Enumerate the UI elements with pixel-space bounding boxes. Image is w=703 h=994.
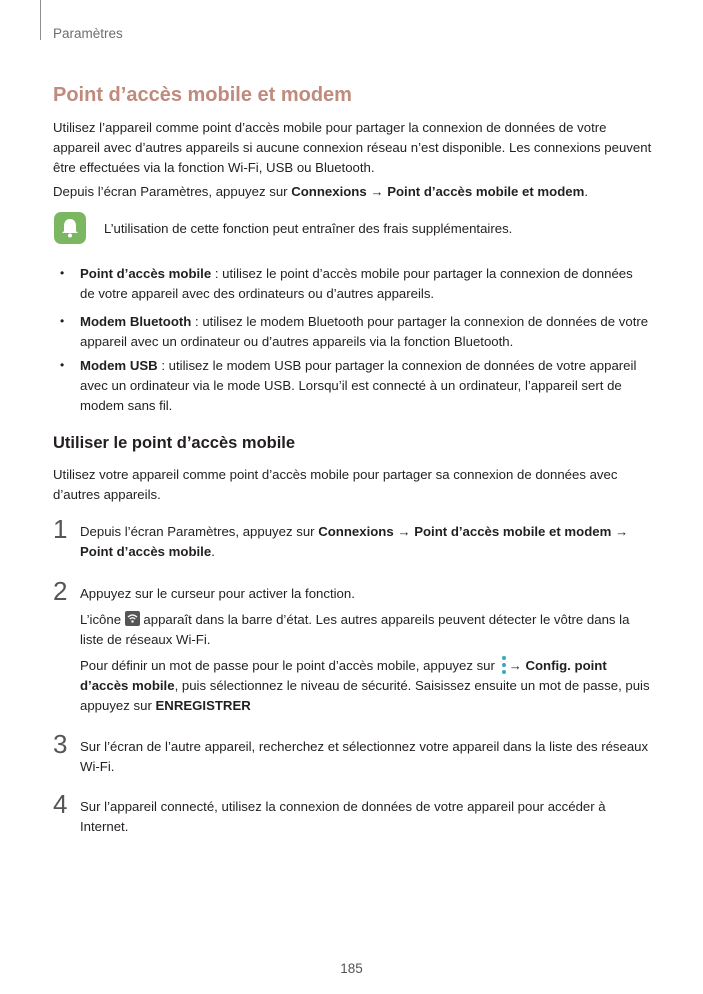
more-options-icon: [501, 656, 507, 674]
page-number: 185: [340, 961, 363, 976]
intro-paragraph: Utilisez l’appareil comme point d’accès mobile pour partager la connexion de données de votre appareil avec d’autres appareils si aucune connexion réseau n’est disponible. Les connexions peuvent être effectuées via la fonction Wi-Fi, USB ou Bluetooth.: [53, 120, 652, 175]
step-2-text: Appuyez sur le curseur pour activer la fonction.: [80, 586, 355, 601]
step-4-text: Sur l’appareil connecté, utilisez la connexion de données de votre appareil pour accéder à Internet.: [80, 799, 606, 834]
step-number: 3: [53, 729, 68, 759]
section-title: Utiliser le point d’accès mobile: [53, 434, 296, 452]
step-number: 4: [53, 789, 68, 819]
header-title: Paramètres: [53, 26, 123, 41]
section-intro: Utilisez votre appareil comme point d’accès mobile pour partager sa connexion de données avec d’autres appareils.: [53, 467, 618, 502]
step-2-password-info: Pour définir un mot de passe pour le point d’accès mobile, appuyez sur → Config. point d’accès mobile, puis sélectionnez le niveau de sécurité. Saisissez ensuite un mot de passe, puis appuyez sur ENREGISTRER: [80, 658, 650, 713]
page-title: Point d’accès mobile et modem: [53, 84, 352, 106]
step-2-status-info: L’icône apparaît dans la barre d’état. Les autres appareils peuvent détecter le vôtre dans la liste de réseaux Wi-Fi.: [80, 612, 630, 647]
bullet-bluetooth: Modem Bluetooth : utilisez le modem Bluetooth pour partager la connexion de données de votre appareil avec un ordinateur ou d’autres appareils via la fonction Bluetooth.: [80, 314, 649, 349]
bullet-dot: •: [60, 358, 65, 372]
step-number: 2: [53, 576, 68, 606]
bell-icon: [54, 212, 86, 244]
header-rule: [40, 0, 41, 40]
bullet-usb: Modem USB : utilisez le modem USB pour partager la connexion de données de votre appareil avec un ordinateur via le mode USB. Lorsqu’il est connecté à un ordinateur, l’appareil sert de modem sans fil.: [80, 358, 637, 413]
bullet-dot: •: [60, 314, 65, 328]
step-1-text: Depuis l’écran Paramètres, appuyez sur Connexions → Point d’accès mobile et modem → Point d’accès mobile.: [80, 524, 629, 559]
bullet-dot: •: [60, 266, 65, 280]
hotspot-status-icon: [125, 611, 140, 626]
step-3-text: Sur l’écran de l’autre appareil, recherchez et sélectionnez votre appareil dans la liste des réseaux Wi-Fi.: [80, 739, 649, 774]
bullet-hotspot: Point d’accès mobile : utilisez le point d’accès mobile pour partager la connexion de données de votre appareil avec des ordinateurs ou d’autres appareils.: [80, 266, 633, 301]
intro-instruction: Depuis l’écran Paramètres, appuyez sur Connexions → Point d’accès mobile et modem.: [53, 184, 589, 199]
note-text: L’utilisation de cette fonction peut entraîner des frais supplémentaires.: [104, 221, 513, 236]
step-number: 1: [53, 514, 68, 544]
